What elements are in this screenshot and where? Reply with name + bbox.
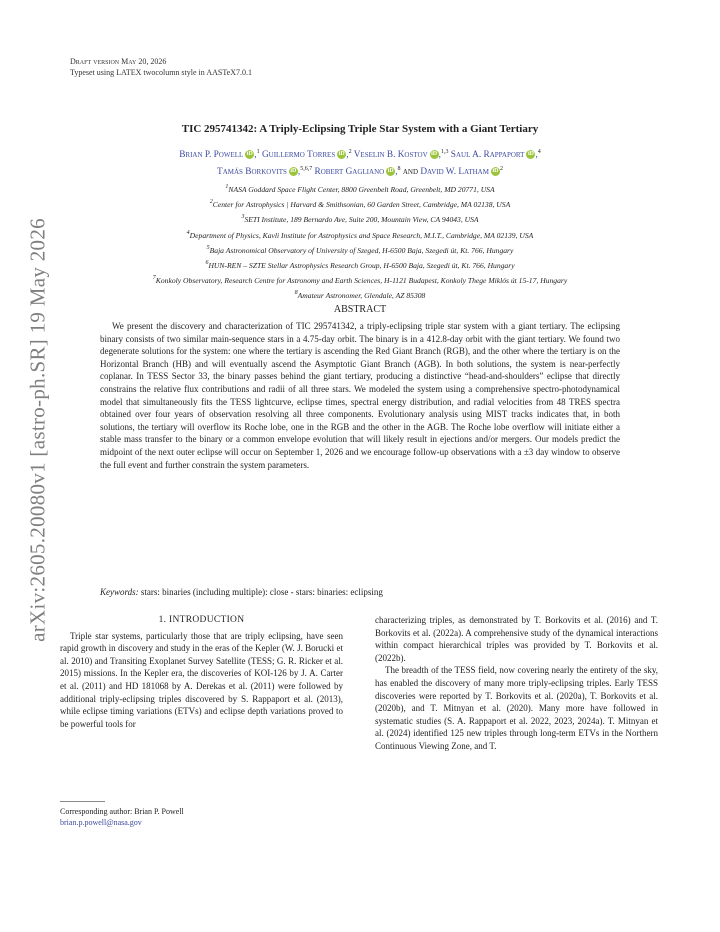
- author-affil-sup: 2: [348, 149, 352, 155]
- affiliation-item: [40, 272, 680, 287]
- author-name[interactable]: Tamás Borkovits: [217, 167, 287, 177]
- author-name[interactable]: Robert Gagliano: [314, 167, 385, 177]
- author-list: [70, 145, 650, 179]
- orcid-icon[interactable]: iD: [338, 151, 345, 158]
- affiliation-number: 2: [209, 199, 213, 206]
- affiliation-item: [40, 181, 680, 196]
- affiliation-text: HUN-REN – SZTE Stellar Astrophysics Research Group, H-6500 Baja, Szegedi út, Kt. 766, Hungary: [208, 261, 515, 271]
- right-column: [375, 614, 658, 753]
- typeset-line: Typeset using LATEX twocolumn style in AASTeX7.0.1: [70, 68, 252, 77]
- intro-paragraph-continued: characterizing triples, as demonstrated by T. Borkovits et al. (2016) and T. Borkovits et al. (2022a). A comprehensive study of the dynamical interactions within compact hierarchical triples was provided by T. Borkovits et al. (2022b).: [375, 615, 658, 663]
- author-affil-sup: 2: [499, 166, 503, 172]
- author-affil-sup: 4: [537, 149, 541, 155]
- affiliation-text: NASA Goddard Space Flight Center, 8800 Greenbelt Road, Greenbelt, MD 20771, USA: [228, 185, 495, 194]
- and-word: and: [402, 167, 419, 177]
- intro-paragraph: The breadth of the TESS field, now covering nearly the entirety of the sky, has enabled the discovery of many more triply-eclipsing triples. Early TESS discoveries were reported by T. Borkovits et al. (2020a), T. Borkovits et al. (2020b), and T. Mitnyan et al. (2020). Many more have followed in systematic studies (S. A. Rappaport et al. 2022, 2023, 2024a). T. Mitnyan et al. (2024) identified 125 new triples through long-term ETVs in the Northern Continuous Viewing Zone, and T.: [375, 665, 658, 751]
- abstract-heading: ABSTRACT: [333, 304, 387, 315]
- affiliation-number: 8: [294, 290, 298, 297]
- author-affil-sup: 1: [256, 149, 260, 155]
- affiliation-item: [40, 196, 680, 211]
- affiliation-text: Konkoly Observatory, Research Centre for Astronomy and Earth Sciences, H-1121 Budapest, Konkoly Thege Miklós út 15-17, Hungary: [155, 276, 568, 286]
- author-name[interactable]: Veselin B. Kostov: [353, 150, 428, 160]
- author-line-2: Tamás Borkovits iD ,$^{5,6,7}$ Robert Gagliano iD ,$^8$ and David W. Latham iD $^2$: [217, 166, 503, 177]
- affiliation-item: [40, 227, 680, 242]
- affiliation-item: [40, 257, 680, 272]
- affiliation-text: Center for Astrophysics | Harvard & Smithsonian, 60 Garden Street, Cambridge, MA 02138, USA: [212, 200, 511, 210]
- footnote-rule: [60, 801, 105, 802]
- draft-version-line: Draft version May 20, 2026: [70, 57, 167, 66]
- affiliation-list: [40, 181, 680, 303]
- affiliation-number: 6: [205, 260, 209, 267]
- author-name[interactable]: Brian P. Powell: [179, 150, 244, 160]
- section-heading-introduction: 1. INTRODUCTION: [158, 615, 245, 625]
- affiliation-item: [40, 242, 680, 257]
- left-column: [60, 614, 343, 730]
- affiliation-text: Department of Physics, Kavli Institute for Astrophysics and Space Research, M.I.T., Cambridge, MA 02139, USA: [189, 230, 534, 240]
- arxiv-identifier: arXiv:2605.20080v1 [astro-ph.SR] 19 May 2026: [25, 218, 50, 642]
- orcid-icon[interactable]: iD: [387, 168, 394, 175]
- orcid-icon[interactable]: iD: [246, 151, 253, 158]
- affiliation-item: [40, 287, 680, 302]
- author-name[interactable]: David W. Latham: [420, 167, 489, 177]
- orcid-icon[interactable]: iD: [527, 151, 534, 158]
- affiliation-number: 4: [186, 229, 190, 236]
- affiliation-text: SETI Institute, 189 Bernardo Ave, Suite 200, Mountain View, CA 94043, USA: [244, 215, 479, 225]
- keywords-line: [100, 586, 620, 598]
- abstract-body: We present the discovery and characterization of TIC 295741342, a triply-eclipsing triple star system with a giant tertiary. The eclipsing binary consists of two similar main-sequence stars in a 4.75-day orbit. The binary is in a 412.8-day orbit with the giant tertiary. We found two degenerate solutions for the system: one where the tertiary is ascending the Red Giant Branch (RGB), and the other where the tertiary is on the Horizontal Branch (HB) and will eventually ascend the Asymptotic Giant Branch (AGB). In both solutions, the system is near-perfectly coplanar. In TESS Sector 33, the binary passes behind the giant tertiary, producing a distinctive “head-and-shoulders” eclipse that directly constrains the relative flux contributions and radii of all three stars. We modeled the system using a comprehensive spectro-photodynamical model that simultaneously fits the TESS lightcurve, eclipse times, spectral energy distribution, and radial velocities from 48 TRES spectra obtained over four years of observation resolving all three components. Evolutionary analysis using MIST tracks indicates that, in both solutions, the tertiary will overflow its Roche lobe, one in the RGB and the other in the AGB. The Roche lobe overflow will initiate either a stable mass transfer to the binary or a common envelope evolution that will likely result in ejections and/or mergers. Our models predict the midpoint of the next outer eclipse will occur on September 1, 2026 and we encourage follow-up observations with a ±3 day window to observe the full event and further constrain the system parameters.: [100, 321, 620, 470]
- keywords-list: stars: binaries (including multiple): close - stars: binaries: eclipsing: [140, 587, 383, 597]
- corresponding-author-label: Corresponding author: Brian P. Powell: [60, 807, 184, 816]
- affiliation-number: 5: [206, 244, 210, 251]
- keywords-label: Keywords:: [100, 587, 139, 597]
- affiliation-item: [40, 211, 680, 226]
- orcid-icon[interactable]: iD: [431, 151, 438, 158]
- corresponding-author-note: [60, 806, 184, 828]
- affiliation-number: 3: [241, 214, 245, 221]
- author-affil-sup: 5,6,7: [300, 166, 313, 172]
- draft-header: [70, 56, 252, 78]
- affiliation-text: Baja Astronomical Observatory of University of Szeged, H-6500 Baja, Szegedi út, Kt. 766, Hungary: [209, 245, 514, 255]
- paper-title: TIC 295741342: A Triply-Eclipsing Triple Star System with a Giant Tertiary: [181, 123, 539, 135]
- intro-paragraph: Triple star systems, particularly those that are triply eclipsing, have seen rapid growth in discovery and study in the eras of the Kepler (W. J. Borucki et al. 2010) and Transiting Exoplanet Survey Satellite (TESS; G. R. Ricker et al. 2015) missions. In the Kepler era, the discoveries of KOI-126 by J. A. Carter et al. (2011) and HD 181068 by A. Derekas et al. (2011) were followed by additional triply-eclipsing triples discovered by S. Rappaport et al. (2013), while eclipse timing variations (ETVs) and eclipse depth variations proved to be powerful tools for: [60, 630, 343, 729]
- affiliation-text: Amateur Astronomer, Glendale, AZ 85308: [297, 291, 426, 301]
- corresponding-email-link[interactable]: brian.p.powell@nasa.gov: [60, 818, 142, 827]
- author-line-1: Brian P. Powell iD ,$^1$ Guillermo Torres iD ,$^2$ Veselin B. Kostov iD ,$^{1,3}$ Saul A. Rappaport iD ,$^4$: [179, 149, 541, 160]
- author-name[interactable]: Saul A. Rappaport: [450, 150, 525, 160]
- author-affil-sup: 8: [397, 166, 401, 172]
- orcid-icon[interactable]: iD: [492, 168, 499, 175]
- author-affil-sup: 1,3: [440, 149, 449, 155]
- affiliation-number: 7: [152, 275, 156, 282]
- affiliation-number: 1: [225, 184, 229, 190]
- orcid-icon[interactable]: iD: [290, 168, 297, 175]
- author-name[interactable]: Guillermo Torres: [261, 150, 336, 160]
